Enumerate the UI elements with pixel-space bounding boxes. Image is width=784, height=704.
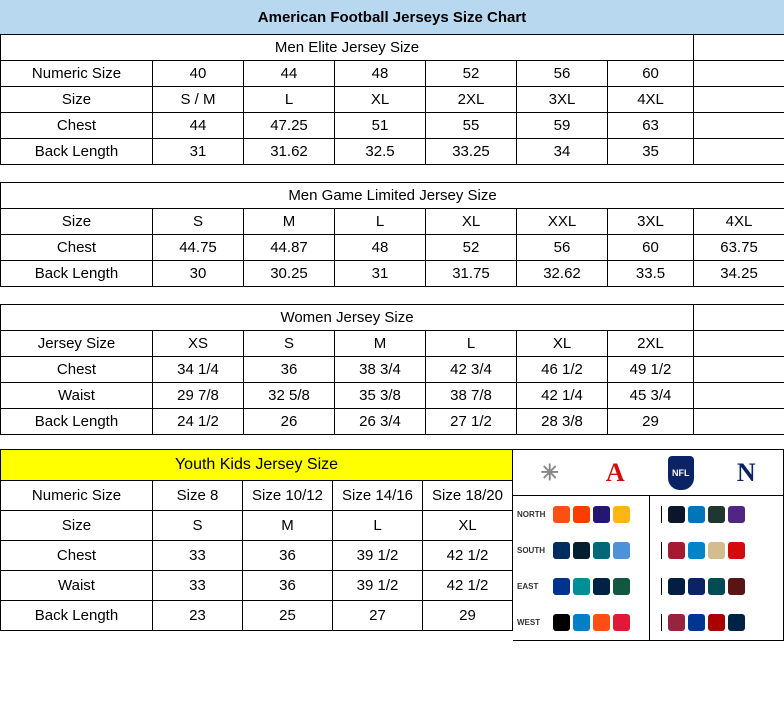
cell-empty [694,357,784,383]
cardinals-logo-icon [668,614,685,631]
rams-logo-icon [688,614,705,631]
jaguars-logo-icon [593,542,610,559]
division-row [513,532,783,568]
cell: 46 1/2 [517,357,608,383]
table-row [1,87,784,113]
cell: XL [517,331,608,357]
cell: 42 1/4 [517,383,608,409]
row-label: Waist [1,571,153,601]
cell: 24 1/2 [153,409,244,435]
cell: 36 [244,357,335,383]
chargers-logo-icon [573,614,590,631]
cell: 31.75 [426,261,517,287]
cell-empty [694,331,784,357]
division-label: WEST [517,617,541,627]
cell: L [426,331,517,357]
cell: 60 [608,235,694,261]
row-label: Chest [1,357,153,383]
page-title [0,0,784,34]
table-row [1,331,784,357]
patriots-logo-icon [593,578,610,595]
cell: 49 1/2 [608,357,694,383]
section-banner: Youth Kids Jersey Size [1,450,513,481]
cell: 33.5 [608,261,694,287]
titans-logo-icon [613,542,630,559]
table-row [1,481,513,511]
raiders-logo-icon [553,614,570,631]
cell: 33.25 [426,139,517,165]
table-row [1,357,784,383]
jets-logo-icon [613,578,630,595]
nfc-logo-icon: N [736,457,756,487]
division-label: NORTH [517,509,546,519]
cell: 31.62 [244,139,335,165]
cell: 35 [608,139,694,165]
saints-logo-icon [708,542,725,559]
bills-logo-icon [553,578,570,595]
cell: 2XL [608,331,694,357]
cell: S [153,511,243,541]
banner-blank-cell [694,35,784,61]
nfl-teams-panel [513,449,784,641]
section-spacer [0,287,784,304]
cell: M [244,209,335,235]
nfc-team-logos [661,614,769,631]
seahawks-logo-icon [728,614,745,631]
49ers-logo-icon [708,614,725,631]
cell: 3XL [517,87,608,113]
browns-logo-icon [573,506,590,523]
table-row [1,601,513,631]
cell: 44 [244,61,335,87]
cell-empty [694,409,784,435]
table-row [1,541,513,571]
cell: 33 [153,571,243,601]
cell: 30 [153,261,244,287]
men-elite-table [0,34,784,165]
cell: 32 5/8 [244,383,335,409]
ravens-logo-icon [593,506,610,523]
falcons-logo-icon [668,542,685,559]
cell: Size 10/12 [243,481,333,511]
table-row [1,409,784,435]
nfc-team-logos [661,506,769,523]
cell: XL [335,87,426,113]
row-label: Jersey Size [1,331,153,357]
cell: 32.62 [517,261,608,287]
youth-section [0,449,784,641]
afc-team-logos [553,542,661,559]
row-label: Numeric Size [1,61,153,87]
cell: 42 1/2 [423,571,513,601]
giants-logo-icon [688,578,705,595]
row-label: Back Length [1,601,153,631]
cell-empty [694,87,784,113]
row-label: Waist [1,383,153,409]
star-icon: ✳ [540,459,559,485]
division-label: SOUTH [517,545,545,555]
cell: 32.5 [335,139,426,165]
cell: XS [153,331,244,357]
row-label: Back Length [1,261,153,287]
cell: 44.87 [244,235,335,261]
cell: 42 3/4 [426,357,517,383]
men-game-limited-table [0,182,784,287]
cell: 34 [517,139,608,165]
afc-team-logos [553,506,661,523]
cell: 38 7/8 [426,383,517,409]
cell: 60 [608,61,694,87]
cell: 35 3/8 [335,383,426,409]
cell: L [335,209,426,235]
cell: 44 [153,113,244,139]
row-label: Size [1,87,153,113]
cell: 47.25 [244,113,335,139]
cell: 39 1/2 [333,571,423,601]
commanders-logo-icon [728,578,745,595]
nfc-team-logos [661,578,769,595]
cell: 31 [153,139,244,165]
cell: L [244,87,335,113]
vikings-logo-icon [728,506,745,523]
cell: 52 [426,235,517,261]
cell: XL [426,209,517,235]
row-label: Size [1,209,153,235]
cell: 34 1/4 [153,357,244,383]
cowboys-logo-icon [668,578,685,595]
cell: 29 7/8 [153,383,244,409]
cell-empty [694,383,784,409]
cell: Size 8 [153,481,243,511]
cell: 39 1/2 [333,541,423,571]
division-row [513,604,783,640]
bengals-logo-icon [553,506,570,523]
cell: 33 [153,541,243,571]
cell: 56 [517,61,608,87]
lions-logo-icon [688,506,705,523]
division-row [513,568,783,604]
conference-logos-row [513,450,783,496]
table-banner-row [1,183,784,209]
cell: 55 [426,113,517,139]
cell: 63 [608,113,694,139]
cell: 36 [243,541,333,571]
cell: 38 3/4 [335,357,426,383]
section-spacer [0,435,784,449]
afc-team-logos [553,614,661,631]
table-row [1,571,513,601]
cell: 34.25 [694,261,784,287]
nfc-team-logos [661,542,769,559]
nfl-shield-icon [659,455,703,491]
division-label: EAST [517,581,539,591]
table-row [1,209,784,235]
cell: 29 [608,409,694,435]
buccaneers-logo-icon [728,542,745,559]
colts-logo-icon [553,542,570,559]
cell: Size 18/20 [423,481,513,511]
cell: 27 [333,601,423,631]
cell: 26 3/4 [335,409,426,435]
section-banner: Men Elite Jersey Size [1,35,694,61]
table-row [1,61,784,87]
banner-blank-cell [694,305,784,331]
table-row [1,261,784,287]
eagles-logo-icon [708,578,725,595]
cell: M [335,331,426,357]
women-jersey-table [0,304,784,435]
cell: 44.75 [153,235,244,261]
table-row [1,139,784,165]
row-label: Size [1,511,153,541]
afc-logo-icon: A [605,457,625,487]
cell: XL [423,511,513,541]
cell: M [243,511,333,541]
cell: 31 [335,261,426,287]
cell: 52 [426,61,517,87]
cell: 4XL [608,87,694,113]
cell: 27 1/2 [426,409,517,435]
cell: 51 [335,113,426,139]
cell-empty [694,139,784,165]
cell: 2XL [426,87,517,113]
row-label: Numeric Size [1,481,153,511]
cell: 48 [335,61,426,87]
youth-jersey-table [0,449,513,631]
table-row [1,383,784,409]
steelers-logo-icon [613,506,630,523]
packers-logo-icon [708,506,725,523]
cell: S [244,331,335,357]
cell: 26 [244,409,335,435]
cell: 40 [153,61,244,87]
cell: 42 1/2 [423,541,513,571]
cell-empty [694,113,784,139]
texans-logo-icon [573,542,590,559]
cell: 28 3/8 [517,409,608,435]
cell: 59 [517,113,608,139]
cell-empty [694,61,784,87]
cell: 30.25 [244,261,335,287]
cell: XXL [517,209,608,235]
afc-team-logos [553,578,661,595]
section-spacer [0,165,784,182]
cell: 23 [153,601,243,631]
cell: 29 [423,601,513,631]
row-label: Back Length [1,409,153,435]
nfl-shield-text: NFL [668,456,694,490]
chiefs-logo-icon [613,614,630,631]
row-label: Chest [1,541,153,571]
panthers-logo-icon [688,542,705,559]
row-label: Chest [1,113,153,139]
table-row [1,113,784,139]
row-label: Back Length [1,139,153,165]
table-banner-row [1,450,513,481]
table-banner-row [1,305,784,331]
bears-logo-icon [668,506,685,523]
table-row [1,511,513,541]
division-row [513,496,783,532]
cell: 63.75 [694,235,784,261]
broncos-logo-icon [593,614,610,631]
cell: 48 [335,235,426,261]
cell: 45 3/4 [608,383,694,409]
cell: S / M [153,87,244,113]
cell: L [333,511,423,541]
row-label: Chest [1,235,153,261]
cell: 4XL [694,209,784,235]
dolphins-logo-icon [573,578,590,595]
page-title-text: American Football Jerseys Size Chart [257,8,527,26]
divisions-grid [513,496,783,640]
table-banner-row [1,35,784,61]
cell: 3XL [608,209,694,235]
panel-divider [649,496,650,641]
cell: 25 [243,601,333,631]
cell: S [153,209,244,235]
cell: 56 [517,235,608,261]
section-banner: Women Jersey Size [1,305,694,331]
cell: 36 [243,571,333,601]
cell: Size 14/16 [333,481,423,511]
table-row [1,235,784,261]
section-banner: Men Game Limited Jersey Size [1,183,784,209]
